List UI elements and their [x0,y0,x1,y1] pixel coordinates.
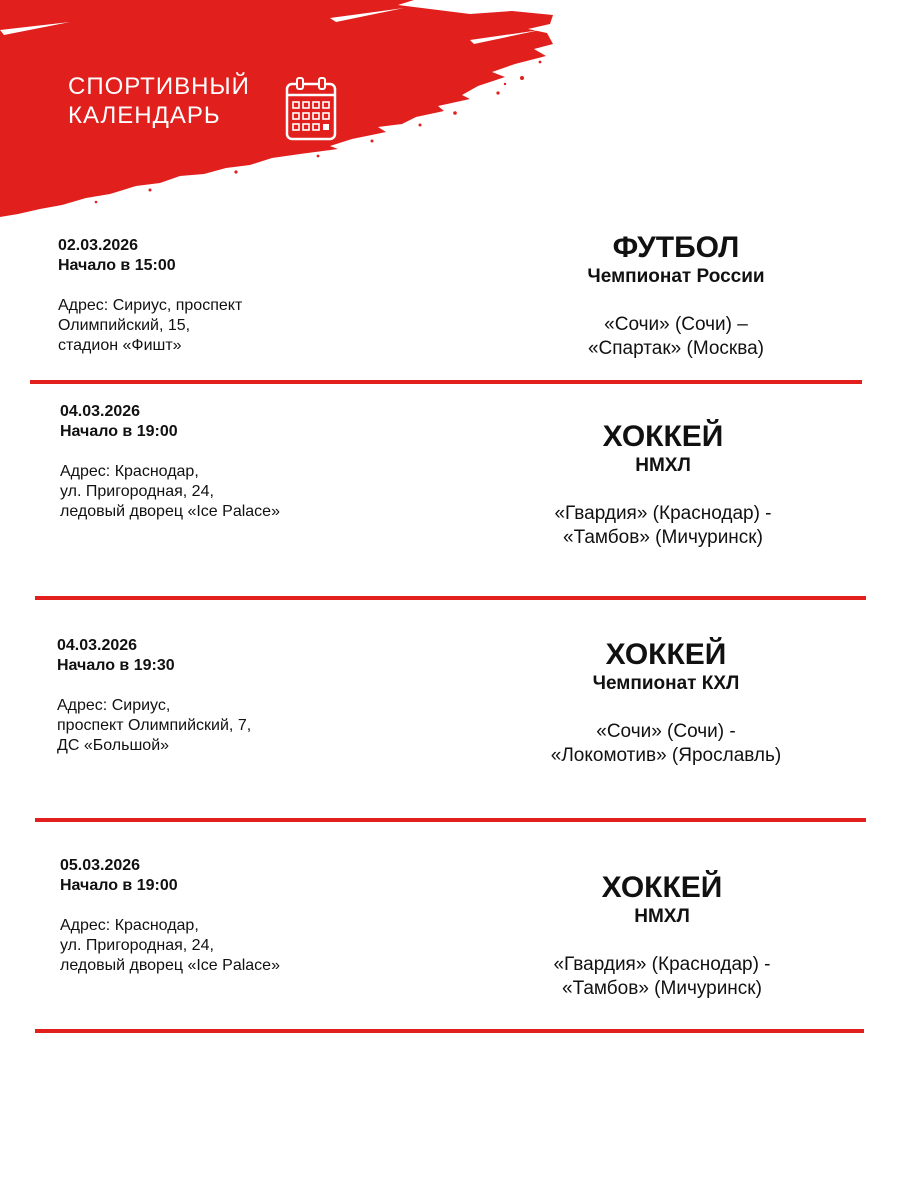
event-match [456,638,876,768]
address-line: ул. Пригородная, 24, [60,483,214,500]
address-line: Адрес: Сириус, проспект [58,297,243,314]
event-info [58,236,242,356]
event-start-time: Начало в 19:30 [57,657,175,674]
sport-name: ХОККЕЙ [602,420,724,453]
teams-line: «Сочи» (Сочи) – [604,314,748,335]
teams-line: «Гвардия» (Краснодар) - [554,503,772,524]
address-line: Адрес: Сириус, [57,697,171,714]
header-title-line-1: СПОРТИВНЫЙ [68,73,250,100]
sport-name: ФУТБОЛ [612,231,740,264]
match-teams [452,953,872,1001]
event-start-time: Начало в 19:00 [60,877,178,894]
address-line: проспект Олимпийский, 7, [57,717,252,734]
match-teams [453,502,873,550]
league-name: Чемпионат России [587,266,765,287]
calendar-icon [284,76,338,142]
separator-line [35,1029,864,1033]
match-teams [466,313,886,361]
header-title-line-2: КАЛЕНДАРЬ [68,102,221,129]
league-name: Чемпионат КХЛ [592,673,740,694]
event-date: 05.03.2026 [60,857,141,874]
separator-line [30,380,862,384]
sport-name: ХОККЕЙ [601,871,723,904]
event-match [452,871,872,1001]
event-address [60,916,280,976]
separator-line [35,596,866,600]
event-date: 04.03.2026 [60,403,141,420]
teams-line: «Тамбов» (Мичуринск) [563,527,763,548]
league-name: НМХЛ [635,455,691,476]
event-date: 04.03.2026 [57,637,138,654]
address-line: Адрес: Краснодар, [60,917,199,934]
event-match [466,231,886,361]
header-title [68,72,250,130]
address-line: ул. Пригородная, 24, [60,937,214,954]
event-start-time: Начало в 15:00 [58,257,176,274]
league-name: НМХЛ [634,906,690,927]
teams-line: «Спартак» (Москва) [587,338,765,359]
match-teams [456,720,876,768]
event-start-time: Начало в 19:00 [60,423,178,440]
sport-name: ХОККЕЙ [605,638,727,671]
separator-line [35,818,866,822]
event-info [60,402,280,522]
event-info [57,636,251,756]
event-match [453,420,873,550]
teams-line: «Гвардия» (Краснодар) - [553,954,771,975]
address-line: ДС «Большой» [57,737,170,754]
address-line: Адрес: Краснодар, [60,463,199,480]
address-line: ледовый дворец «Ice Palace» [60,503,280,520]
event-info [60,856,280,976]
address-line: ледовый дворец «Ice Palace» [60,957,280,974]
teams-line: «Локомотив» (Ярославль) [550,745,782,766]
event-address [60,462,280,522]
event-address [58,296,242,356]
address-line: Олимпийский, 15, [58,317,191,334]
address-line: стадион «Фишт» [58,337,182,354]
teams-line: «Сочи» (Сочи) - [596,721,736,742]
teams-line: «Тамбов» (Мичуринск) [562,978,762,999]
event-address [57,696,251,756]
event-date: 02.03.2026 [58,237,139,254]
